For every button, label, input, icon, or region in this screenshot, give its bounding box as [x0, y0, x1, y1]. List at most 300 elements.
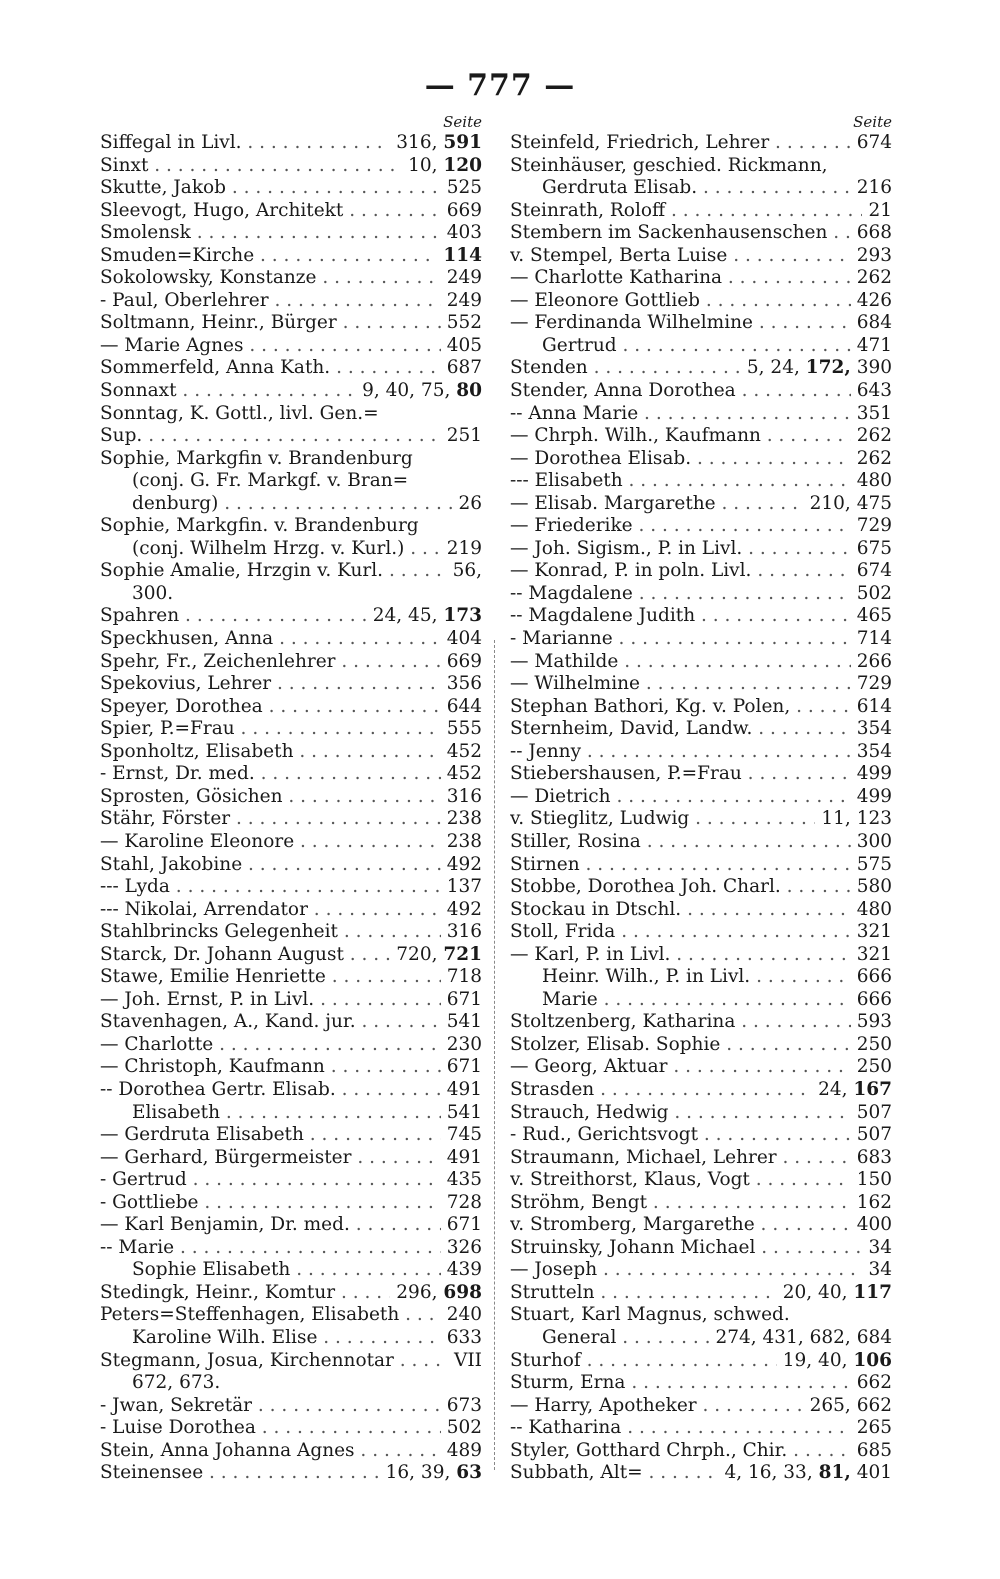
- page-refs: 296,: [396, 1281, 438, 1303]
- page-refs: 555: [446, 718, 482, 740]
- entry-pages: [441, 1056, 482, 1079]
- entry-name: Sternheim, David, Landw. . . .: [510, 718, 892, 741]
- index-entry: [100, 696, 482, 719]
- entry-name: — Joh. Ernst, P. in Livl. . . .: [100, 989, 482, 1012]
- entry-name: 300.: [132, 582, 174, 604]
- entry-name: -- Katharina . . .: [510, 1417, 892, 1440]
- entry-name: - Jwan, Sekretär . . .: [100, 1395, 482, 1418]
- index-entry: [510, 245, 892, 268]
- index-entry: [510, 605, 892, 628]
- index-entry: [510, 1056, 892, 1079]
- entry-name: Struinsky, Johann Michael . . .: [510, 1237, 892, 1260]
- index-entry: [100, 245, 482, 268]
- page-refs: 541: [446, 1101, 482, 1123]
- page-refs: 674: [856, 560, 892, 582]
- entry-pages: [862, 1237, 892, 1260]
- entry-pages: [441, 673, 482, 696]
- index-entry: [100, 357, 482, 380]
- entry-pages: [441, 741, 482, 764]
- page-refs: 471: [856, 334, 892, 356]
- page-refs: 9, 40, 75,: [362, 380, 451, 402]
- page-refs: 685: [856, 1439, 892, 1461]
- index-entry: [100, 1259, 482, 1282]
- index-entry: [100, 718, 482, 741]
- index-entry: [100, 335, 482, 358]
- page-refs: 720,: [396, 943, 438, 965]
- entry-pages: [851, 1147, 892, 1170]
- index-entry: [510, 1327, 892, 1350]
- page-refs: 541: [446, 1011, 482, 1033]
- entry-name: Spier, P.=Frau . . .: [100, 718, 482, 741]
- entry-pages: [356, 380, 482, 403]
- entry-pages: [851, 831, 892, 854]
- main-page-ref: 120: [443, 154, 482, 176]
- page-ref-tail: 662: [856, 1394, 892, 1416]
- entry-name: Stephan Bathori, Kg. v. Polen, . . .: [510, 696, 892, 719]
- page-refs: 426: [856, 289, 892, 311]
- entry-pages: [851, 628, 892, 651]
- entry-name: — Eleonore Gottlieb . . .: [510, 290, 892, 313]
- entry-name: — Georg, Aktuar . . .: [510, 1056, 892, 1079]
- page-refs: 729: [856, 673, 892, 695]
- entry-pages: [441, 1259, 482, 1282]
- index-entry: [100, 1169, 482, 1192]
- page-refs: 439: [446, 1259, 482, 1281]
- index-entry: [100, 155, 482, 178]
- entry-pages: [437, 245, 482, 268]
- entry-pages: [851, 1417, 892, 1440]
- index-entry: [100, 1440, 482, 1463]
- page-refs: 675: [856, 537, 892, 559]
- page-refs: 714: [856, 628, 892, 650]
- entry-name: -- Anna Marie . . .: [510, 403, 892, 426]
- entry-pages: [851, 944, 892, 967]
- index-entry: [510, 944, 892, 967]
- index-entry: [100, 1395, 482, 1418]
- index-entry: [100, 763, 482, 786]
- entry-name: Strauch, Hedwig . . .: [510, 1102, 892, 1125]
- index-entry: [510, 1350, 892, 1373]
- index-entry: [100, 605, 482, 628]
- page-refs: 354: [856, 718, 892, 740]
- entry-pages: [851, 966, 892, 989]
- index-entry: [100, 854, 482, 877]
- entry-name: — Dorothea Elisab. . . .: [510, 448, 892, 471]
- page-refs: 251: [446, 425, 482, 447]
- index-entry: [100, 538, 482, 561]
- page-refs: 19, 40,: [782, 1349, 848, 1371]
- index-entry: [510, 628, 892, 651]
- index-entry: [100, 831, 482, 854]
- entry-name: Sonnaxt . . .: [100, 380, 482, 403]
- entry-pages: [851, 515, 892, 538]
- entry-name: — Karoline Eleonore . . .: [100, 831, 482, 854]
- entry-name: Smuden=Kirche . . .: [100, 245, 482, 268]
- page-refs: 16, 39,: [385, 1462, 451, 1484]
- entry-name: — Joh. Sigism., P. in Livl. . . .: [510, 538, 892, 561]
- page-refs: 669: [446, 650, 482, 672]
- page-refs: 4, 16, 33,: [724, 1462, 813, 1484]
- entry-name: - Marianne . . .: [510, 628, 892, 651]
- page-refs: 552: [446, 312, 482, 334]
- index-entry: [100, 944, 482, 967]
- page-refs: 10,: [408, 154, 438, 176]
- index-entry: [510, 1079, 892, 1102]
- entry-pages: [441, 1079, 482, 1102]
- entry-pages: [851, 380, 892, 403]
- page-refs: 404: [446, 628, 482, 650]
- page-refs: 580: [856, 876, 892, 898]
- main-page-ref: 591: [443, 132, 482, 153]
- index-entry: [100, 312, 482, 335]
- entry-name: denburg) . . .: [132, 493, 482, 516]
- page-refs: 643: [856, 380, 892, 402]
- index-entry: [510, 1214, 892, 1237]
- entry-name: Sturm, Erna . . .: [510, 1372, 892, 1395]
- page-refs: 316: [446, 921, 482, 943]
- entry-pages: [851, 1011, 892, 1034]
- entry-name: Spekovius, Lehrer . . .: [100, 673, 482, 696]
- entry-pages: [441, 1102, 482, 1125]
- page-refs: 491: [446, 1146, 482, 1168]
- entry-pages: [441, 899, 482, 922]
- main-page-ref: 172,: [805, 357, 851, 379]
- index-entry: [510, 899, 892, 922]
- index-entry: [510, 1259, 892, 1282]
- page-refs: 34: [868, 1236, 892, 1258]
- entry-name: Marie . . .: [542, 989, 892, 1012]
- entry-pages: [441, 763, 482, 786]
- entry-pages: [441, 177, 482, 200]
- index-entry: [510, 808, 892, 831]
- entry-name: Steinrath, Roloff . . .: [510, 200, 892, 223]
- entry-name: — Wilhelmine . . .: [510, 673, 892, 696]
- page-refs: 666: [856, 988, 892, 1010]
- index-entry: [100, 1034, 482, 1057]
- page-refs: 644: [446, 695, 482, 717]
- entry-pages: [441, 854, 482, 877]
- page-refs: 683: [856, 1146, 892, 1168]
- page-ref-tail: 475: [856, 492, 892, 514]
- index-entry: [510, 470, 892, 493]
- index-entry: [100, 989, 482, 1012]
- entry-pages: [441, 989, 482, 1012]
- page-refs: 20, 40,: [782, 1281, 848, 1303]
- entry-pages: [441, 357, 482, 380]
- index-entry: [510, 673, 892, 696]
- index-entry: [100, 493, 482, 516]
- page-refs: 507: [856, 1124, 892, 1146]
- index-entry: [510, 357, 892, 380]
- entry-pages: [441, 425, 482, 448]
- page-refs: 633: [446, 1326, 482, 1348]
- entry-pages: [851, 335, 892, 358]
- page-refs: 492: [446, 853, 482, 875]
- page-refs: 728: [446, 1191, 482, 1213]
- index-entry: [100, 786, 482, 809]
- page-refs: 250: [856, 1033, 892, 1055]
- entry-pages: [851, 921, 892, 944]
- page-refs: 669: [446, 199, 482, 221]
- entry-name: Karoline Wilh. Elise . . .: [132, 1327, 482, 1350]
- entry-name: Sommerfeld, Anna Kath. . . .: [100, 357, 482, 380]
- entry-name: Straumann, Michael, Lehrer . . .: [510, 1147, 892, 1170]
- index-entry: [510, 132, 892, 155]
- page-refs: 11,: [821, 808, 851, 830]
- main-page-ref: 80: [456, 380, 482, 402]
- index-entry: [510, 1462, 892, 1485]
- entry-pages: [390, 944, 482, 967]
- page-refs: 326: [446, 1236, 482, 1258]
- index-entry: [510, 200, 892, 223]
- entry-pages: [380, 1462, 482, 1485]
- entry-name: v. Streithorst, Klaus, Vogt . . .: [510, 1169, 892, 1192]
- main-page-ref: 721: [443, 943, 482, 965]
- page-refs: 405: [446, 334, 482, 356]
- page-refs: 238: [446, 808, 482, 830]
- page-refs: 316,: [396, 132, 438, 153]
- entry-pages: [851, 267, 892, 290]
- page-refs: 671: [446, 988, 482, 1010]
- entry-name: Stembern im Sackenhausenschen . . .: [510, 222, 892, 245]
- entry-pages: [851, 673, 892, 696]
- entry-pages: [851, 763, 892, 786]
- index-entry: [510, 493, 892, 516]
- entry-pages: [777, 1282, 892, 1305]
- entry-pages: [851, 425, 892, 448]
- index-entry: [510, 1147, 892, 1170]
- index-entry: [510, 989, 892, 1012]
- page-refs: 249: [446, 267, 482, 289]
- entry-name: - Gertrud . . .: [100, 1169, 482, 1192]
- entry-name: Sprosten, Gösichen . . .: [100, 786, 482, 809]
- entry-name: Stedingk, Heinr., Komtur . . .: [100, 1282, 482, 1305]
- entry-pages: [441, 538, 482, 561]
- index-entry: [100, 222, 482, 245]
- entry-pages: [718, 1462, 892, 1485]
- page-ref-tail: 123: [856, 808, 892, 830]
- entry-name: - Gottliebe . . .: [100, 1192, 482, 1215]
- index-entry: [510, 966, 892, 989]
- entry-name: Gertrud . . .: [542, 335, 892, 358]
- entry-name: -- Marie . . .: [100, 1237, 482, 1260]
- entry-pages: [441, 1304, 482, 1327]
- index-entry: [100, 1350, 482, 1373]
- entry-pages: [441, 1214, 482, 1237]
- entry-pages: [441, 1327, 482, 1350]
- index-entry: [100, 1011, 482, 1034]
- entry-name: — Gerhard, Bürgermeister . . .: [100, 1147, 482, 1170]
- index-entry: [510, 515, 892, 538]
- index-entry: [100, 583, 482, 606]
- page-refs: 687: [446, 357, 482, 379]
- entry-pages: [851, 876, 892, 899]
- index-entry: [100, 200, 482, 223]
- entry-pages: [851, 245, 892, 268]
- main-page-ref: 167: [853, 1078, 892, 1100]
- entry-pages: [851, 132, 892, 155]
- entry-name: Stiller, Rosina . . .: [510, 831, 892, 854]
- entry-pages: [851, 786, 892, 809]
- index-entry: [510, 155, 892, 178]
- page-refs: 671: [446, 1056, 482, 1078]
- page-refs: 489: [446, 1439, 482, 1461]
- page-refs: 575: [856, 853, 892, 875]
- entry-pages: [741, 357, 892, 380]
- entry-pages: [441, 1169, 482, 1192]
- main-page-ref: 698: [443, 1281, 482, 1303]
- entry-name: Stirnen . . .: [510, 854, 892, 877]
- page-ref-tail: 390: [856, 357, 892, 379]
- entry-name: Styler, Gotthard Chrph., Chir. . . .: [510, 1440, 892, 1463]
- entry-pages: [441, 222, 482, 245]
- entry-name: — Mathilde . . .: [510, 651, 892, 674]
- entry-name: Steinensee . . .: [100, 1462, 482, 1485]
- page-refs: 266: [856, 650, 892, 672]
- entry-name: (conj. G. Fr. Markgf. v. Bran=: [132, 470, 409, 492]
- main-page-ref: 106: [853, 1349, 892, 1371]
- entry-name: - Luise Dorothea . . .: [100, 1417, 482, 1440]
- index-entry: [510, 1282, 892, 1305]
- entry-name: Gerdruta Elisab. . . .: [542, 177, 892, 200]
- page-refs: 316: [446, 785, 482, 807]
- index-entry: [510, 538, 892, 561]
- index-column-left: [100, 112, 482, 1485]
- page-ref-tail: 401: [856, 1462, 892, 1484]
- page-refs: 492: [446, 898, 482, 920]
- entry-pages: [851, 538, 892, 561]
- page-refs: 238: [446, 830, 482, 852]
- page-refs: 26: [458, 492, 482, 514]
- page-refs: VII: [454, 1349, 482, 1371]
- index-entry: [100, 1214, 482, 1237]
- entry-name: Skutte, Jakob . . .: [100, 177, 482, 200]
- entry-name: General . . .: [542, 1327, 892, 1350]
- entry-name: 672, 673.: [132, 1372, 221, 1394]
- page-refs: 684: [856, 312, 892, 334]
- entry-name: -- Magdalene . . .: [510, 583, 892, 606]
- index-entry: [100, 470, 482, 493]
- entry-name: — Charlotte . . .: [100, 1034, 482, 1057]
- page-refs: 666: [856, 966, 892, 988]
- entry-pages: [851, 1214, 892, 1237]
- index-entry: [510, 448, 892, 471]
- page-refs: 162: [856, 1191, 892, 1213]
- index-entry: [100, 1417, 482, 1440]
- entry-name: — Konrad, P. in poln. Livl. . . .: [510, 560, 892, 583]
- entry-pages: [441, 1192, 482, 1215]
- entry-pages: [851, 1102, 892, 1125]
- entry-name: --- Elisabeth . . .: [510, 470, 892, 493]
- entry-pages: [441, 966, 482, 989]
- entry-pages: [851, 290, 892, 313]
- page-refs: 321: [856, 921, 892, 943]
- page-refs: 593: [856, 1011, 892, 1033]
- index-entry: [510, 786, 892, 809]
- index-entry: [100, 899, 482, 922]
- index-entry: [100, 628, 482, 651]
- entry-pages: [441, 290, 482, 313]
- entry-pages: [390, 132, 482, 155]
- entry-name: Steinfeld, Friedrich, Lehrer . . .: [510, 132, 892, 155]
- entry-pages: [812, 1079, 892, 1102]
- index-entry: [100, 1462, 482, 1485]
- page-refs: 502: [446, 1417, 482, 1439]
- index-entry: [100, 515, 482, 538]
- page-refs: 24,: [818, 1078, 848, 1100]
- entry-name: Peters=Steffenhagen, Elisabeth . . .: [100, 1304, 482, 1327]
- entry-pages: [441, 335, 482, 358]
- entry-name: — Dietrich . . .: [510, 786, 892, 809]
- index-entry: [100, 380, 482, 403]
- index-entry: [510, 1440, 892, 1463]
- entry-name: v. Stempel, Berta Luise . . .: [510, 245, 892, 268]
- entry-name: — Joseph . . .: [510, 1259, 892, 1282]
- page-refs: 507: [856, 1101, 892, 1123]
- entry-name: v. Stieglitz, Ludwig . . .: [510, 808, 892, 831]
- index-entry: [510, 560, 892, 583]
- entry-name: — Friederike . . .: [510, 515, 892, 538]
- page-refs: 56,: [452, 560, 482, 582]
- entry-pages: [777, 1350, 892, 1373]
- entry-pages: [441, 1124, 482, 1147]
- entry-pages: [448, 1350, 482, 1373]
- index-entry: [100, 1147, 482, 1170]
- page-refs: 354: [856, 740, 892, 762]
- index-entry: [510, 1192, 892, 1215]
- index-entry: [100, 448, 482, 471]
- entry-name: Sonntag, K. Gottl., livl. Gen.=: [100, 402, 379, 424]
- entry-name: Sophie Elisabeth . . .: [132, 1259, 482, 1282]
- page-refs: 745: [446, 1124, 482, 1146]
- index-entry: [510, 696, 892, 719]
- index-entry: [100, 741, 482, 764]
- entry-name: — Harry, Apotheker . . .: [510, 1395, 892, 1418]
- entry-pages: [441, 786, 482, 809]
- main-page-ref: 114: [443, 244, 482, 266]
- page-refs: 262: [856, 425, 892, 447]
- entry-pages: [851, 560, 892, 583]
- page-refs: 34: [868, 1259, 892, 1281]
- entry-name: Siffegal in Livl. . . .: [100, 132, 482, 155]
- index-entry: [100, 1304, 482, 1327]
- main-page-ref: 117: [853, 1281, 892, 1303]
- entry-name: (conj. Wilhelm Hrzg. v. Kurl.) . . .: [132, 538, 482, 561]
- page-refs: 219: [446, 537, 482, 559]
- entry-pages: [709, 1327, 892, 1350]
- index-entry: [100, 132, 482, 155]
- index-entry: [100, 1282, 482, 1305]
- entry-pages: [851, 583, 892, 606]
- entry-pages: [851, 177, 892, 200]
- index-entry: [100, 1102, 482, 1125]
- index-entry: [510, 1304, 892, 1327]
- entry-pages: [441, 651, 482, 674]
- entry-pages: [851, 718, 892, 741]
- entry-name: - Paul, Oberlehrer . . .: [100, 290, 482, 313]
- index-entry: [510, 651, 892, 674]
- entry-pages: [851, 470, 892, 493]
- page-refs: 465: [856, 605, 892, 627]
- page-refs: 499: [856, 785, 892, 807]
- entry-pages: [851, 403, 892, 426]
- entry-name: Stockau in Dtschl. . . .: [510, 899, 892, 922]
- entry-pages: [441, 1237, 482, 1260]
- index-entry: [510, 876, 892, 899]
- entry-pages: [804, 493, 892, 516]
- entry-name: - Rud., Gerichtsvogt . . .: [510, 1124, 892, 1147]
- entry-name: — Ferdinanda Wilhelmine . . .: [510, 312, 892, 335]
